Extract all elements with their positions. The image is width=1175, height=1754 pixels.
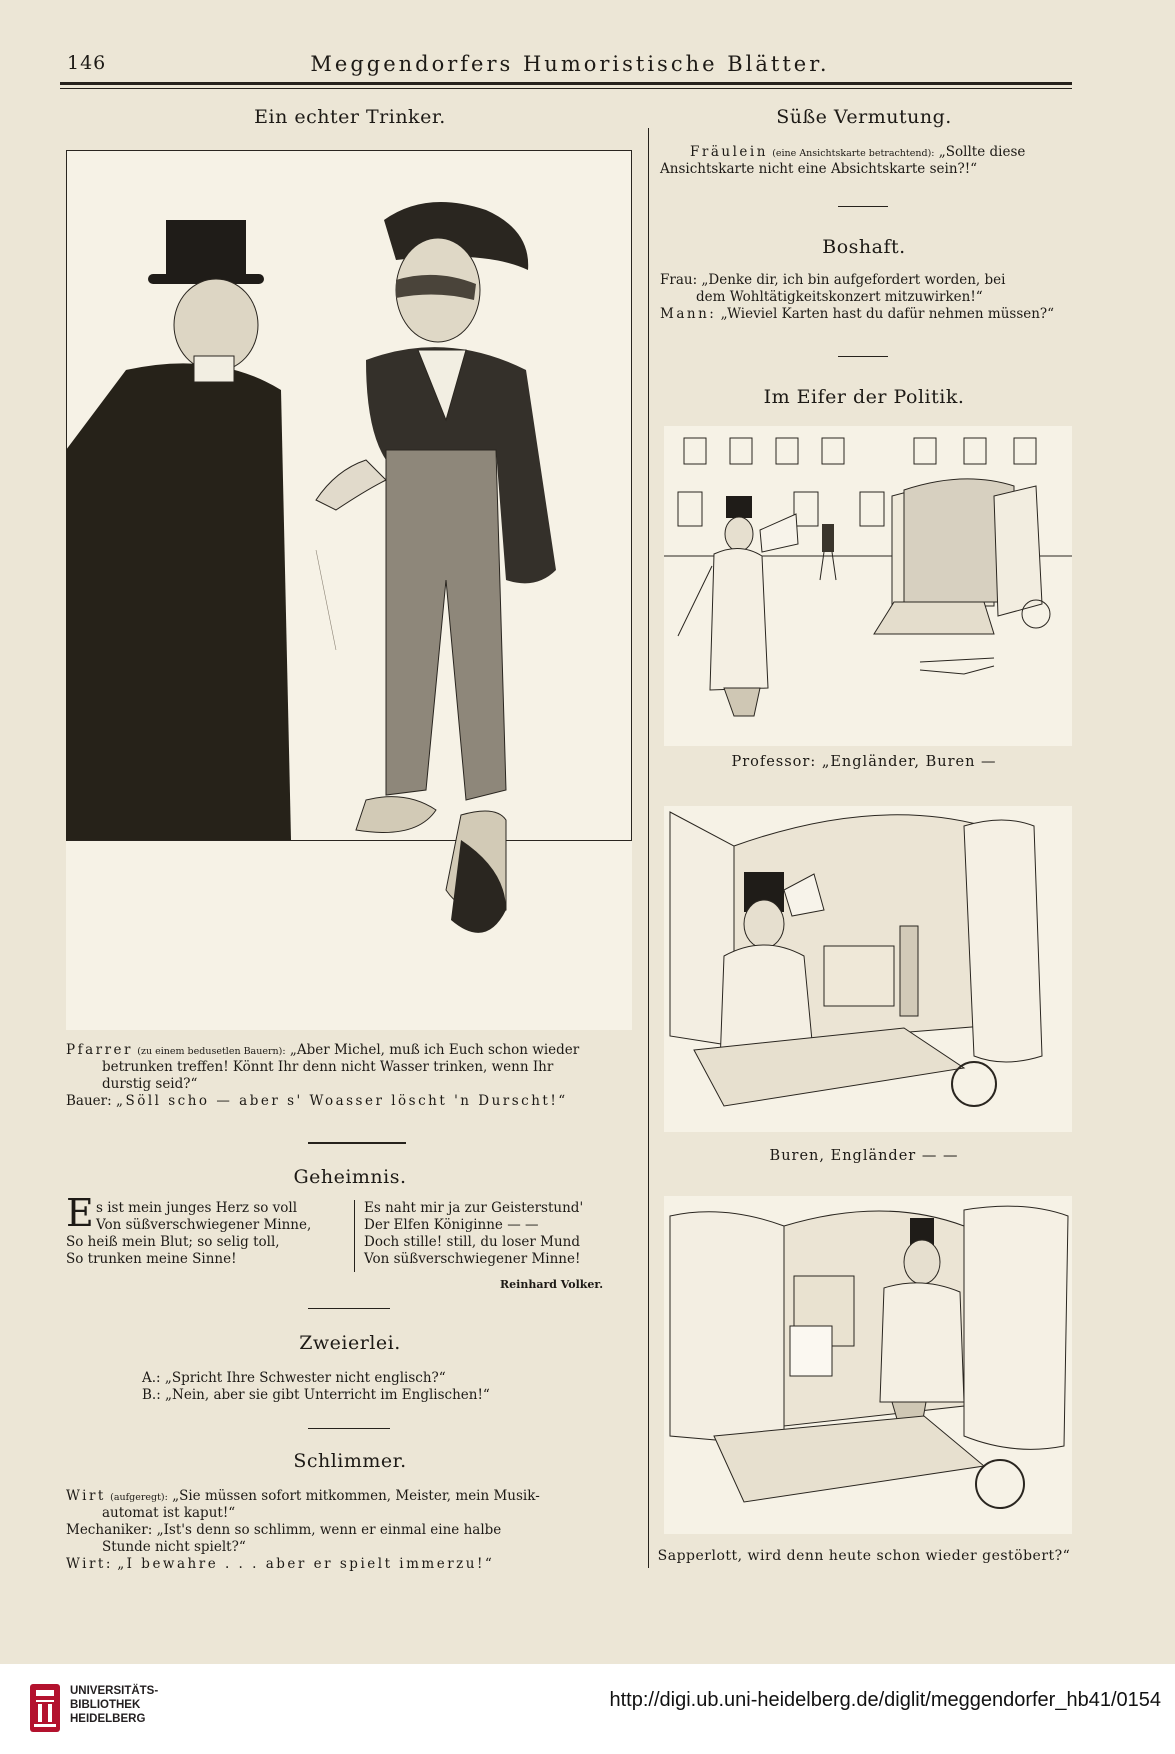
wirt-text-1: „Sie müssen sofort mitkommen, Meister, mein Musik- <box>172 1488 540 1504</box>
suesse-line-2: Ansichtskarte nicht eine Absichtskarte sein?!“ <box>660 161 978 177</box>
pfarrer-line-1 <box>66 1042 579 1060</box>
section-divider-2 <box>308 1308 390 1309</box>
institution-line-2: BIBLIOTHEK <box>70 1699 141 1711</box>
geheimnis-initial: E <box>66 1191 94 1235</box>
politik-panel-2 <box>664 806 1072 1132</box>
suesse-line-1 <box>690 144 1025 162</box>
wirt-speaker-2: Wirt: <box>66 1556 113 1572</box>
pfarrer-line-2: betrunken treffen! Könnt Ihr denn nicht Wasser trinken, wenn Ihr <box>102 1059 554 1075</box>
institution-line-3: HEIDELBERG <box>70 1713 146 1725</box>
boshaft-line-3 <box>660 306 1054 323</box>
geheimnis-title: Geheimnis. <box>293 1166 407 1188</box>
fraeulein-note: (eine Ansichtskarte betrachtend): <box>772 148 935 159</box>
politik-title: Im Eifer der Politik. <box>763 386 965 408</box>
wirt-note: (aufgeregt): <box>110 1492 168 1503</box>
boshaft-title: Boshaft. <box>822 236 906 258</box>
page-number: 146 <box>67 52 107 74</box>
geheimnis-left-3: So heiß mein Blut; so selig toll, <box>66 1234 280 1250</box>
pfarrer-text-1: „Aber Michel, muß ich Euch schon wieder <box>289 1042 580 1058</box>
mechaniker-speaker: Mechaniker: <box>66 1522 153 1538</box>
section-divider-1 <box>308 1142 406 1144</box>
column-divider <box>648 128 649 1568</box>
suesse-title: Süße Vermutung. <box>776 106 952 128</box>
footer-bar <box>0 1664 1175 1754</box>
source-url-link[interactable]: http://digi.ub.uni-heidelberg.de/diglit/meggendorfer_hb41/0154 <box>609 1689 1161 1711</box>
bauer-line <box>66 1093 568 1110</box>
fraeulein-speaker: Fräulein <box>690 144 768 160</box>
frau-text-1: „Denke dir, ich bin aufgefordert worden, bei <box>701 272 1006 288</box>
wirt-speaker: Wirt <box>66 1488 106 1504</box>
politik-caption-3: Sapperlott, wird denn heute schon wieder gestöbert?“ <box>657 1548 1071 1564</box>
zweierlei-line-2: B.: „Nein, aber sie gibt Unterricht im Englischen!“ <box>142 1387 490 1403</box>
running-title: Meggendorfers Humoristische Blätter. <box>310 52 830 76</box>
politik-caption-2: Buren, Engländer — — <box>769 1148 959 1164</box>
politik-caption-1: Professor: „Engländer, Buren — <box>731 754 997 770</box>
pfarrer-note: (zu einem bedusetlen Bauern): <box>137 1046 286 1057</box>
university-seal-icon <box>26 1682 64 1734</box>
header-rule-thick <box>60 82 1072 85</box>
institution-name <box>70 1684 158 1726</box>
geheimnis-left-4: So trunken meine Sinne! <box>66 1251 237 1267</box>
pfarrer-speaker: Pfarrer <box>66 1042 133 1058</box>
schlimmer-title: Schlimmer. <box>293 1450 407 1472</box>
schlimmer-line-2: automat ist kaput!“ <box>102 1505 236 1521</box>
boshaft-line-2: dem Wohltätigkeitskonzert mitzuwirken!“ <box>696 289 983 305</box>
bauer-text: „Söll scho — aber s' Woasser löscht 'n Durscht!“ <box>115 1093 568 1109</box>
schlimmer-line-5 <box>66 1556 494 1573</box>
trinker-title: Ein echter Trinker. <box>254 106 446 128</box>
geheimnis-author: Reinhard Volker. <box>500 1278 604 1291</box>
geheimnis-right-3: Doch stille! still, du loser Mund <box>364 1234 580 1250</box>
boshaft-line-1 <box>660 272 1005 289</box>
fraeulein-text-1: „Sollte diese <box>938 144 1026 160</box>
wirt-text-2: „I bewahre . . . aber er spielt immerzu!“ <box>117 1556 495 1572</box>
politik-panel-3 <box>664 1196 1072 1534</box>
institution-line-1: UNIVERSITÄTS- <box>70 1685 159 1697</box>
bauer-speaker: Bauer: <box>66 1093 112 1109</box>
section-divider-5 <box>838 356 888 357</box>
frau-speaker: Frau: <box>660 272 698 288</box>
schlimmer-line-3 <box>66 1522 501 1539</box>
geheimnis-right-4: Von süßverschwiegener Minne! <box>364 1251 581 1267</box>
mechaniker-text-1: „Ist's denn so schlimm, wenn er einmal eine halbe <box>156 1522 502 1538</box>
schlimmer-line-1 <box>66 1488 540 1506</box>
header-rule-thin <box>60 88 1072 89</box>
geheimnis-column-rule <box>354 1200 355 1272</box>
section-divider-4 <box>838 206 888 207</box>
trinker-illustration <box>66 150 632 1030</box>
schlimmer-line-4: Stunde nicht spielt?“ <box>102 1539 246 1555</box>
geheimnis-left-1: s ist mein junges Herz so voll <box>96 1200 298 1216</box>
geheimnis-right-2: Der Elfen Königinne — — <box>364 1217 539 1233</box>
geheimnis-right-1: Es naht mir ja zur Geisterstund' <box>364 1200 584 1216</box>
pfarrer-line-3: durstig seid?“ <box>102 1076 198 1092</box>
section-divider-3 <box>308 1428 390 1429</box>
geheimnis-left-2: Von süßverschwiegener Minne, <box>96 1217 312 1233</box>
zweierlei-title: Zweierlei. <box>299 1332 401 1354</box>
politik-panel-1 <box>664 426 1072 746</box>
mann-text: „Wieviel Karten hast du dafür nehmen müssen?“ <box>720 306 1055 322</box>
mann-speaker: Mann: <box>660 306 717 322</box>
zweierlei-line-1: A.: „Spricht Ihre Schwester nicht englisch?“ <box>142 1370 446 1386</box>
